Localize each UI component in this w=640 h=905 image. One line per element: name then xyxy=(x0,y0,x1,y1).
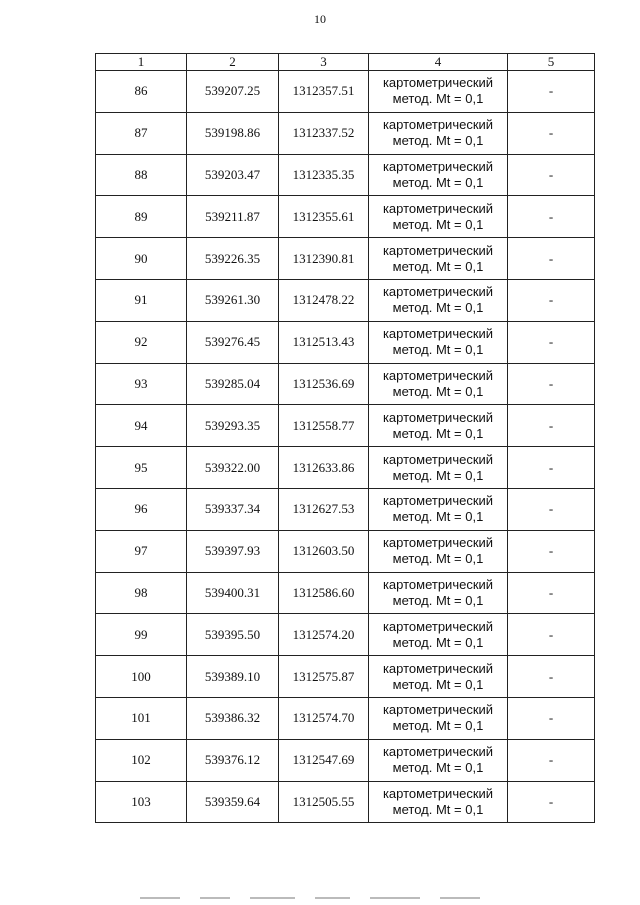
table-row xyxy=(96,697,595,739)
table-row xyxy=(96,781,595,823)
y-coordinate-cell: 1312603.50 xyxy=(279,530,369,572)
x-coordinate-cell: 539386.32 xyxy=(187,697,279,739)
method-line-2: метод. Mt = 0,1 xyxy=(392,342,484,358)
method-cell xyxy=(369,447,508,489)
method-cell xyxy=(369,154,508,196)
table-row xyxy=(96,279,595,321)
table-row xyxy=(96,405,595,447)
table-row xyxy=(96,154,595,196)
x-coordinate-cell: 539397.93 xyxy=(187,530,279,572)
method-line-1: картометрический xyxy=(382,451,494,467)
method-line-1: картометрический xyxy=(382,200,494,216)
y-coordinate-cell: 1312558.77 xyxy=(279,405,369,447)
y-coordinate-cell: 1312536.69 xyxy=(279,363,369,405)
method-cell xyxy=(369,196,508,238)
point-number-cell: 102 xyxy=(96,739,187,781)
y-coordinate-cell: 1312505.55 xyxy=(279,781,369,823)
point-number-cell: 86 xyxy=(96,71,187,113)
method-line-1: картометрический xyxy=(382,785,494,801)
page-number: 10 xyxy=(314,12,326,26)
column-header-5: 5 xyxy=(508,54,595,71)
method-line-1: картометрический xyxy=(382,75,494,91)
table-row xyxy=(96,530,595,572)
point-number-cell: 88 xyxy=(96,154,187,196)
point-number-cell: 87 xyxy=(96,112,187,154)
note-cell: - xyxy=(508,447,595,489)
method-line-1: картометрический xyxy=(382,409,494,425)
method-cell xyxy=(369,530,508,572)
x-coordinate-cell: 539198.86 xyxy=(187,112,279,154)
note-cell: - xyxy=(508,572,595,614)
x-coordinate-cell: 539395.50 xyxy=(187,614,279,656)
table-header-row xyxy=(96,54,595,71)
y-coordinate-cell: 1312574.70 xyxy=(279,697,369,739)
method-cell xyxy=(369,405,508,447)
note-cell: - xyxy=(508,405,595,447)
note-cell: - xyxy=(508,238,595,280)
x-coordinate-cell: 539261.30 xyxy=(187,279,279,321)
table-row xyxy=(96,238,595,280)
method-line-1: картометрический xyxy=(382,158,494,174)
x-coordinate-cell: 539400.31 xyxy=(187,572,279,614)
table-row xyxy=(96,739,595,781)
point-number-cell: 96 xyxy=(96,488,187,530)
table-row xyxy=(96,656,595,698)
method-line-1: картометрический xyxy=(382,242,494,258)
table-row xyxy=(96,196,595,238)
method-cell xyxy=(369,488,508,530)
method-line-2: метод. Mt = 0,1 xyxy=(392,383,484,399)
method-line-2: метод. Mt = 0,1 xyxy=(392,133,484,149)
y-coordinate-cell: 1312627.53 xyxy=(279,488,369,530)
x-coordinate-cell: 539293.35 xyxy=(187,405,279,447)
point-number-cell: 95 xyxy=(96,447,187,489)
table-row xyxy=(96,447,595,489)
y-coordinate-cell: 1312390.81 xyxy=(279,238,369,280)
method-line-2: метод. Mt = 0,1 xyxy=(392,801,484,817)
method-line-2: метод. Mt = 0,1 xyxy=(392,509,484,525)
method-line-2: метод. Mt = 0,1 xyxy=(392,258,484,274)
point-number-cell: 91 xyxy=(96,279,187,321)
method-line-1: картометрический xyxy=(382,326,494,342)
method-cell xyxy=(369,572,508,614)
x-coordinate-cell: 539211.87 xyxy=(187,196,279,238)
method-cell xyxy=(369,614,508,656)
method-line-1: картометрический xyxy=(382,535,494,551)
note-cell: - xyxy=(508,488,595,530)
method-line-2: метод. Mt = 0,1 xyxy=(392,425,484,441)
method-line-2: метод. Mt = 0,1 xyxy=(392,592,484,608)
y-coordinate-cell: 1312575.87 xyxy=(279,656,369,698)
point-number-cell: 90 xyxy=(96,238,187,280)
note-cell: - xyxy=(508,196,595,238)
note-cell: - xyxy=(508,781,595,823)
y-coordinate-cell: 1312574.20 xyxy=(279,614,369,656)
table-row xyxy=(96,71,595,113)
table-body xyxy=(96,71,595,823)
point-number-cell: 99 xyxy=(96,614,187,656)
table-row xyxy=(96,488,595,530)
method-cell xyxy=(369,321,508,363)
x-coordinate-cell: 539376.12 xyxy=(187,739,279,781)
method-cell xyxy=(369,739,508,781)
x-coordinate-cell: 539285.04 xyxy=(187,363,279,405)
method-cell xyxy=(369,363,508,405)
method-line-1: картометрический xyxy=(382,702,494,718)
method-cell xyxy=(369,238,508,280)
method-line-1: картометрический xyxy=(382,117,494,133)
note-cell: - xyxy=(508,321,595,363)
table-row xyxy=(96,321,595,363)
table-row xyxy=(96,363,595,405)
y-coordinate-cell: 1312547.69 xyxy=(279,739,369,781)
column-header-2: 2 xyxy=(187,54,279,71)
note-cell: - xyxy=(508,363,595,405)
method-line-1: картометрический xyxy=(382,284,494,300)
method-line-1: картометрический xyxy=(382,576,494,592)
point-number-cell: 100 xyxy=(96,656,187,698)
x-coordinate-cell: 539207.25 xyxy=(187,71,279,113)
x-coordinate-cell: 539322.00 xyxy=(187,447,279,489)
note-cell: - xyxy=(508,71,595,113)
point-number-cell: 101 xyxy=(96,697,187,739)
y-coordinate-cell: 1312478.22 xyxy=(279,279,369,321)
x-coordinate-cell: 539276.45 xyxy=(187,321,279,363)
method-line-2: метод. Mt = 0,1 xyxy=(392,634,484,650)
y-coordinate-cell: 1312337.52 xyxy=(279,112,369,154)
method-line-2: метод. Mt = 0,1 xyxy=(392,300,484,316)
method-line-1: картометрический xyxy=(382,618,494,634)
method-line-1: картометрический xyxy=(382,367,494,383)
method-line-1: картометрический xyxy=(382,493,494,509)
note-cell: - xyxy=(508,154,595,196)
note-cell: - xyxy=(508,656,595,698)
note-cell: - xyxy=(508,614,595,656)
method-line-1: картометрический xyxy=(382,744,494,760)
method-line-2: метод. Mt = 0,1 xyxy=(392,676,484,692)
column-header-3: 3 xyxy=(279,54,369,71)
note-cell: - xyxy=(508,279,595,321)
note-cell: - xyxy=(508,739,595,781)
method-line-2: метод. Mt = 0,1 xyxy=(392,216,484,232)
y-coordinate-cell: 1312586.60 xyxy=(279,572,369,614)
point-number-cell: 89 xyxy=(96,196,187,238)
y-coordinate-cell: 1312355.61 xyxy=(279,196,369,238)
method-line-2: метод. Mt = 0,1 xyxy=(392,551,484,567)
point-number-cell: 97 xyxy=(96,530,187,572)
coordinates-table xyxy=(95,53,595,823)
method-cell xyxy=(369,697,508,739)
table-row xyxy=(96,572,595,614)
point-number-cell: 93 xyxy=(96,363,187,405)
y-coordinate-cell: 1312513.43 xyxy=(279,321,369,363)
y-coordinate-cell: 1312633.86 xyxy=(279,447,369,489)
method-cell xyxy=(369,781,508,823)
table-row xyxy=(96,112,595,154)
method-line-2: метод. Mt = 0,1 xyxy=(392,467,484,483)
x-coordinate-cell: 539203.47 xyxy=(187,154,279,196)
note-cell: - xyxy=(508,530,595,572)
point-number-cell: 98 xyxy=(96,572,187,614)
method-cell xyxy=(369,656,508,698)
method-line-2: метод. Mt = 0,1 xyxy=(392,718,484,734)
note-cell: - xyxy=(508,112,595,154)
method-cell xyxy=(369,112,508,154)
point-number-cell: 92 xyxy=(96,321,187,363)
method-line-1: картометрический xyxy=(382,660,494,676)
column-header-1: 1 xyxy=(96,54,187,71)
x-coordinate-cell: 539226.35 xyxy=(187,238,279,280)
footer-scan-marks xyxy=(140,897,520,901)
method-cell xyxy=(369,71,508,113)
y-coordinate-cell: 1312357.51 xyxy=(279,71,369,113)
x-coordinate-cell: 539337.34 xyxy=(187,488,279,530)
column-header-4: 4 xyxy=(369,54,508,71)
point-number-cell: 94 xyxy=(96,405,187,447)
x-coordinate-cell: 539359.64 xyxy=(187,781,279,823)
point-number-cell: 103 xyxy=(96,781,187,823)
method-line-2: метод. Mt = 0,1 xyxy=(392,760,484,776)
y-coordinate-cell: 1312335.35 xyxy=(279,154,369,196)
table-row xyxy=(96,614,595,656)
method-cell xyxy=(369,279,508,321)
x-coordinate-cell: 539389.10 xyxy=(187,656,279,698)
method-line-2: метод. Mt = 0,1 xyxy=(392,174,484,190)
note-cell: - xyxy=(508,697,595,739)
method-line-2: метод. Mt = 0,1 xyxy=(392,91,484,107)
